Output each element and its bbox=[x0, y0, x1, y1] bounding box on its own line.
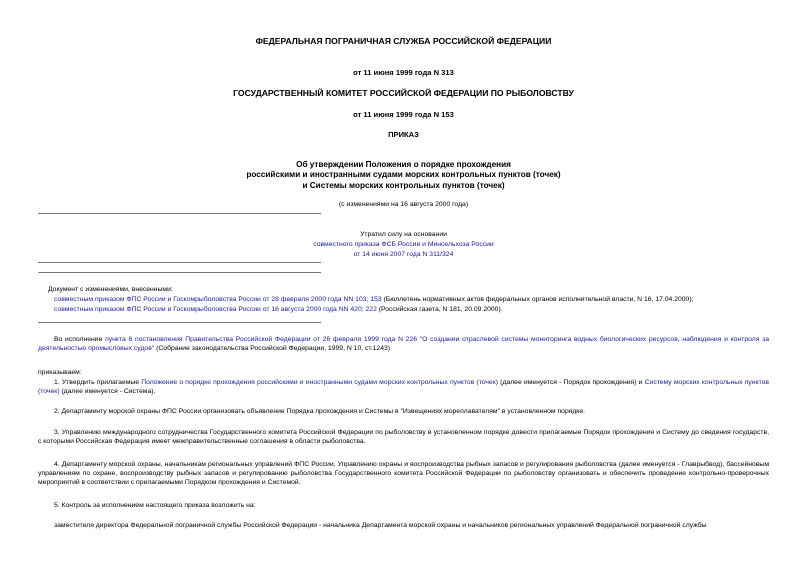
divider bbox=[38, 262, 321, 263]
status-block bbox=[226, 230, 581, 260]
item-1-pre: 1. Утвердить прилагаемые bbox=[54, 379, 142, 386]
document-title bbox=[0, 160, 807, 191]
divider bbox=[38, 213, 321, 214]
change-order-link-1[interactable]: совместным приказом ФПС России и Госкомрыболовства России от 28 февраля 2000 года NN 103; 153 bbox=[54, 295, 382, 303]
issuer-goskomrybolovstvo-date: от 11 июня 1999 года N 153 bbox=[353, 110, 454, 119]
paragraph-item-5: 5. Контроль за исполнением настоящего приказа возложить на: bbox=[54, 502, 256, 509]
issuer-fps: ФЕДЕРАЛЬНАЯ ПОГРАНИЧНАЯ СЛУЖБА РОССИЙСКОЙ ФЕДЕРАЦИИ bbox=[255, 36, 552, 46]
document-type: ПРИКАЗ bbox=[388, 130, 419, 139]
change-source-1: (Бюллетень нормативных актов федеральных органов исполнительной власти, N 16, 17.04.2000); bbox=[381, 295, 694, 303]
item-1-post: (далее именуется - Система). bbox=[59, 387, 156, 395]
changes-intro: Документ с изменениями, внесенными: bbox=[48, 286, 173, 293]
repeal-order-date-link[interactable]: от 14 июня 2007 года N 311/324 bbox=[353, 250, 454, 258]
issuer-fps-date: от 11 июня 1999 года N 313 bbox=[353, 68, 454, 77]
issuer-goskomrybolovstvo: ГОСУДАРСТВЕННЫЙ КОМИТЕТ РОССИЙСКОЙ ФЕДЕРАЦИИ ПО РЫБОЛОВСТВУ bbox=[233, 88, 574, 98]
preamble-post: (Собрание законодательства Российской Федерации, 1999, N 10, ст.1243) bbox=[154, 344, 391, 352]
order-word: приказываем: bbox=[38, 369, 82, 376]
amended-note: (с изменениями на 16 августа 2000 года) bbox=[338, 201, 469, 208]
repeal-order-link[interactable]: совместного приказа ФСБ России и Минсельхоза России bbox=[313, 240, 494, 248]
government-decree-link[interactable]: пункта 6 постановления Правительства Российской Федерации от 26 февраля 1999 года N 226 "О создании отраслевой системы мониторинга водных биологических ресурсов, наблюдения и контроля за деятельностью промысловых судов" bbox=[38, 336, 769, 352]
paragraph-item-3: 3. Управлению международного сотрудничества Государственного комитета Российской Федерации по рыболовству в установленном порядке довести прилагаемые Порядок прохождения и Систему до сведения государств, с которыми Российская Федерация имеет межправительственные соглашения в области рыболовства. bbox=[38, 429, 769, 445]
divider bbox=[38, 322, 321, 323]
change-item bbox=[48, 305, 778, 315]
preamble-pre: Во исполнение bbox=[54, 336, 106, 343]
title-line-3: и Системы морских контрольных пунктов (точек) bbox=[302, 180, 505, 190]
item-1-mid: (далее именуется - Порядок прохождения) и bbox=[498, 379, 645, 386]
change-source-2: (Российская газета, N 181, 20.09.2000). bbox=[376, 305, 503, 313]
paragraph-item-5-detail: заместителя директора Федеральной пограничной службы Российской Федерации - начальника Департамента морской охраны и начальников региональных управлений Федеральной пограничной службы bbox=[54, 522, 707, 529]
change-item bbox=[48, 295, 778, 305]
regulation-link[interactable]: Положение о порядке прохождения российскими и иностранными судами морских контрольных пунктов (точек) bbox=[141, 379, 498, 386]
paragraph-item-4: 4. Департаменту морской охраны, начальникам региональных управлений ФПС России, Управлению охраны и воспроизводства рыбных запасов и регулирования рыболовства (далее именуется - Главрыбвод), бассейновым управлениям по охране, воспроизводству рыбных запасов и регулированию рыболовства Государственного комитета Российской Федерации по рыболовству организовать и обеспечить проведение контрольно-проверочных мероприятий в соответствии с прилагаемыми Порядком прохождения и Системой. bbox=[38, 461, 769, 486]
changes-block bbox=[48, 285, 778, 315]
title-line-2: российскими и иностранными судами морских контрольных пунктов (точек) bbox=[246, 170, 561, 180]
change-order-link-2[interactable]: совместным приказом ФПС России и Госкомрыболовства России от 16 августа 2000 года NN 420; 222 bbox=[54, 305, 377, 313]
paragraph-preamble bbox=[38, 336, 769, 354]
paragraph-item-1 bbox=[38, 379, 769, 397]
paragraph-item-2: 2. Департаменту морской охраны ФПС России организовать объявление Порядка прохождения и Системы в "Извещениях мореплавателям" в установленном порядке. bbox=[54, 408, 586, 415]
status-line: Утратил силу на основании bbox=[360, 231, 447, 238]
system-link[interactable]: Систему морских контрольных пунктов (точек) bbox=[38, 379, 770, 395]
title-line-1: Об утверждении Положения о порядке прохождения bbox=[296, 160, 511, 169]
divider bbox=[38, 272, 321, 273]
